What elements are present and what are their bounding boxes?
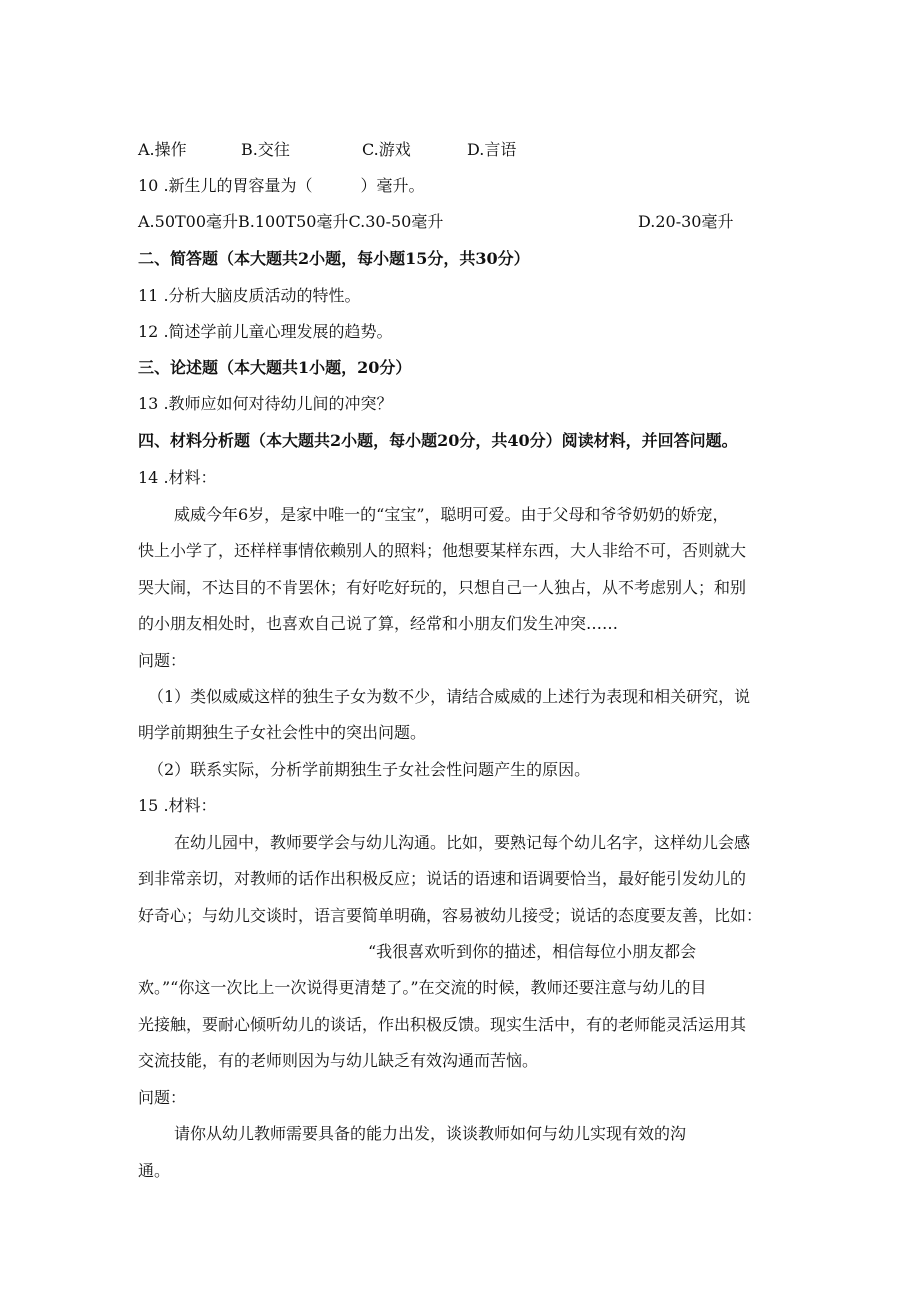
q9-option-a: A.操作 <box>138 140 187 159</box>
q14-sub1-line1: （1）类似威威这样的独生子女为数不少，请结合威威的上述行为表现和相关研究，说 <box>148 687 751 706</box>
q15-material-line: 光接触，要耐心倾听幼儿的谈话，作出积极反馈。现实生活中，有的老师能灵活运用其 <box>138 1015 747 1034</box>
q10-options-abc: A.50T00毫升B.100T50毫升C.30-50毫升 <box>138 212 444 231</box>
q11-text: 11 .分析大脑皮质活动的特性。 <box>138 286 361 305</box>
q14-sub1-line2: 明学前期独生子女社会性中的突出问题。 <box>138 723 427 742</box>
q15-material-line: 在幼儿园中，教师要学会与幼儿沟通。比如，要熟记每个幼儿名字，这样幼儿会感 <box>174 833 751 852</box>
q15-material-line: 欢。”“你这一次比上一次说得更清楚了。”在交流的时候，教师还要注意与幼儿的目 <box>138 978 707 997</box>
q9-option-c: C.游戏 <box>362 140 411 159</box>
q14-material-line: 威威今年6岁，是家中唯一的“宝宝”，聪明可爱。由于父母和爷爷奶奶的娇宠， <box>174 505 729 524</box>
q14-material-line: 的小朋友相处时，也喜欢自己说了算，经常和小朋友们发生冲突…… <box>138 614 619 633</box>
q15-material-line: “我很喜欢听到你的描述，相信每位小朋友都会 <box>368 942 697 961</box>
section2-heading: 二、简答题（本大题共2小题，每小题15分，共30分） <box>138 249 530 268</box>
q15-question-label: 问题： <box>138 1088 187 1107</box>
q14-sub2: （2）联系实际，分析学前期独生子女社会性问题产生的原因。 <box>148 760 591 779</box>
q9-option-b: B.交往 <box>241 140 290 159</box>
q14-label: 14 .材料： <box>138 468 217 487</box>
q9-options <box>138 139 538 161</box>
q12-text: 12 .简述学前儿童心理发展的趋势。 <box>138 322 393 341</box>
section4-heading: 四、材料分析题（本大题共2小题，每小题20分，共40分）阅读材料，并回答问题。 <box>138 431 738 450</box>
q10-stem: 10 .新生儿的胃容量为（ ）毫升。 <box>138 176 425 195</box>
q15-material-line: 交流技能，有的老师则因为与幼儿缺乏有效沟通而苦恼。 <box>138 1051 539 1070</box>
q15-question-line2: 通。 <box>138 1161 171 1180</box>
section3-heading: 三、论述题（本大题共1小题，20分） <box>138 358 412 377</box>
q15-question-line1: 请你从幼儿教师需要具备的能力出发，谈谈教师如何与幼儿实现有效的沟 <box>174 1124 687 1143</box>
q14-material-line: 哭大闹，不达目的不肯罢休；有好吃好玩的，只想自己一人独占，从不考虑别人；和别 <box>138 578 747 597</box>
q15-material-line: 到非常亲切，对教师的话作出积极反应；说话的语速和语调要恰当，最好能引发幼儿的 <box>138 869 747 888</box>
q15-label: 15 .材料： <box>138 796 217 815</box>
q14-material-line: 快上小学了，还样样事情依赖别人的照料；他想要某样东西，大人非给不可，否则就大 <box>138 541 747 560</box>
q13-text: 13 .教师应如何对待幼儿间的冲突？ <box>138 394 393 413</box>
q9-option-d: D.言语 <box>467 140 517 159</box>
q15-material-line: 好奇心；与幼儿交谈时，语言要简单明确，容易被幼儿接受；说话的态度要友善，比如： <box>138 906 763 925</box>
q14-question-label: 问题： <box>138 651 187 670</box>
q10-option-d: D.20-30毫升 <box>638 212 734 231</box>
